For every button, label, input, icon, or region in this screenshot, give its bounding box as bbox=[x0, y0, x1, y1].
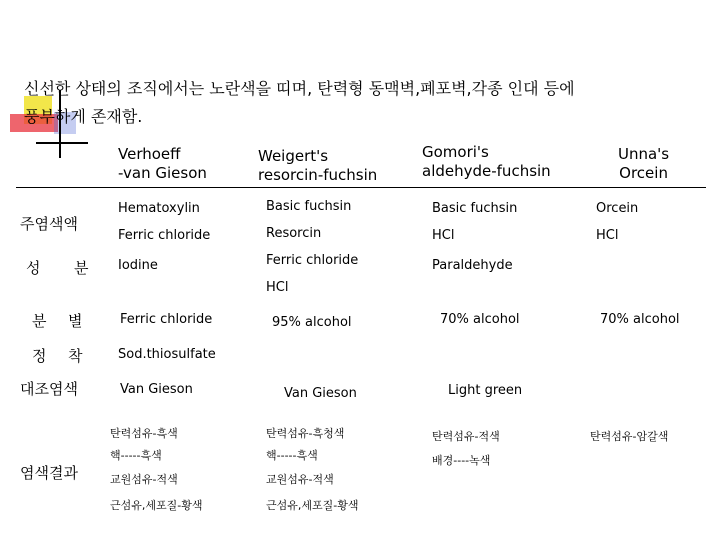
column-header-weigert bbox=[258, 147, 377, 185]
intro-line-2: 풍부하게 존재함. bbox=[24, 107, 143, 126]
weigert-component-3: Ferric chloride bbox=[266, 253, 359, 268]
verhoeff-result-1: 탄력섬유-흑색 bbox=[110, 427, 178, 440]
verhoeff-fixation: Sod.thiosulfate bbox=[118, 347, 216, 362]
gomori-component-1: Basic fuchsin bbox=[432, 201, 518, 216]
weigert-result-1: 탄력섬유-흑청색 bbox=[266, 427, 345, 440]
verhoeff-component-2: Ferric chloride bbox=[118, 228, 211, 243]
weigert-counterstain: Van Gieson bbox=[284, 386, 357, 401]
column-header-line: Verhoeff bbox=[118, 145, 181, 163]
unna-component-1: Orcein bbox=[596, 201, 639, 216]
row-label-differentiation-2: 별 bbox=[68, 312, 83, 330]
column-header-line: Weigert's bbox=[258, 147, 329, 165]
column-header-line: -van Gieson bbox=[118, 164, 207, 182]
gomori-result-2: 배경----녹색 bbox=[432, 454, 491, 467]
gomori-result-1: 탄력섬유-적색 bbox=[432, 430, 500, 443]
header-rule bbox=[16, 187, 706, 188]
gomori-component-3: Paraldehyde bbox=[432, 258, 513, 273]
column-header-verhoeff bbox=[118, 145, 207, 183]
weigert-result-4: 근섬유,세포질-황색 bbox=[266, 499, 359, 512]
row-label-components-2: 분 bbox=[74, 259, 89, 277]
weigert-component-4: HCl bbox=[266, 280, 289, 295]
unna-component-2: HCl bbox=[596, 228, 619, 243]
gomori-counterstain: Light green bbox=[448, 383, 523, 398]
verhoeff-differentiation: Ferric chloride bbox=[120, 312, 213, 327]
decor-horizontal-rule bbox=[36, 142, 88, 144]
weigert-result-3: 교원섬유-적색 bbox=[266, 473, 334, 486]
weigert-differentiation: 95% alcohol bbox=[272, 315, 352, 330]
verhoeff-component-1: Hematoxylin bbox=[118, 201, 200, 216]
row-label-fixation-2: 착 bbox=[68, 347, 83, 365]
column-header-gomori bbox=[422, 143, 551, 181]
column-header-line: Unna's bbox=[618, 145, 670, 163]
verhoeff-result-4: 근섬유,세포질-황색 bbox=[110, 499, 203, 512]
weigert-component-2: Resorcin bbox=[266, 226, 322, 241]
verhoeff-result-3: 교원섬유-적색 bbox=[110, 473, 178, 486]
column-header-unna bbox=[618, 145, 669, 183]
row-label-differentiation-1: 분 bbox=[32, 312, 47, 330]
column-header-line: resorcin-fuchsin bbox=[258, 166, 378, 184]
column-header-line: Gomori's bbox=[422, 143, 489, 161]
weigert-component-1: Basic fuchsin bbox=[266, 199, 352, 214]
gomori-component-2: HCl bbox=[432, 228, 455, 243]
unna-differentiation: 70% alcohol bbox=[600, 312, 680, 327]
verhoeff-counterstain: Van Gieson bbox=[120, 382, 193, 397]
row-label-results: 염색결과 bbox=[20, 464, 78, 482]
column-header-line: Orcein bbox=[619, 164, 668, 182]
unna-result-1: 탄력섬유-암갈색 bbox=[590, 430, 669, 443]
row-label-components-1: 성 bbox=[26, 259, 41, 277]
verhoeff-result-2: 핵-----흑색 bbox=[110, 449, 162, 462]
weigert-result-2: 핵-----흑색 bbox=[266, 449, 318, 462]
verhoeff-component-3: Iodine bbox=[118, 258, 158, 273]
column-header-line: aldehyde-fuchsin bbox=[422, 162, 551, 180]
row-label-main-dye: 주염색액 bbox=[20, 215, 78, 233]
intro-line-1: 신선한 상태의 조직에서는 노란색을 띠며, 탄력형 동맥벽,폐포벽,각종 인대 등에 bbox=[24, 79, 575, 98]
row-label-fixation-1: 정 bbox=[32, 347, 47, 365]
row-label-counterstain: 대조염색 bbox=[20, 380, 78, 398]
gomori-differentiation: 70% alcohol bbox=[440, 312, 520, 327]
